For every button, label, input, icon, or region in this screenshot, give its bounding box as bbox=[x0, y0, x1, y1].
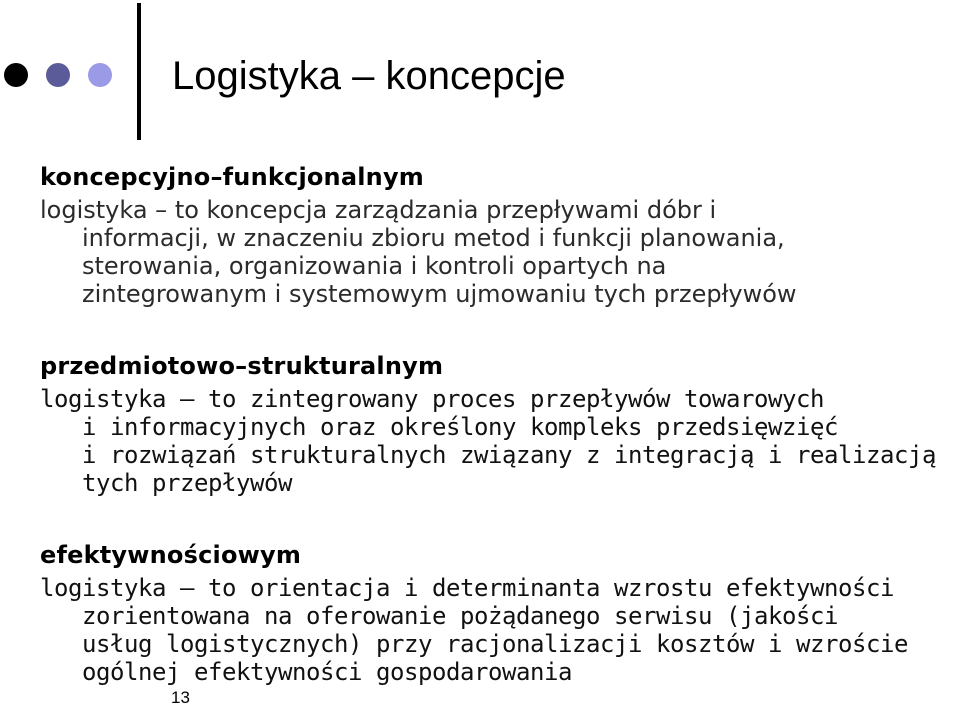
section-structural bbox=[40, 351, 955, 497]
dot-icon bbox=[88, 63, 112, 87]
body-line: logistyka – to orientacja i determinanta wzrostu efektywności bbox=[40, 574, 894, 602]
title-divider-bar bbox=[137, 3, 141, 140]
body-line: sterowania, organizowania i kontroli opartych na bbox=[82, 252, 667, 280]
body-line: informacji, w znaczeniu zbioru metod i funkcji planowania, bbox=[82, 224, 785, 252]
body-line: ogólnej efektywności gospodarowania bbox=[82, 658, 572, 686]
body-line: zorientowana na oferowanie pożądanego serwisu (jakości bbox=[82, 602, 838, 630]
slide-title: Logistyka – koncepcje bbox=[172, 54, 566, 98]
body-line: logistyka – to zintegrowany proces przepływów towarowych bbox=[40, 385, 824, 413]
section-heading: przedmiotowo–strukturalnym bbox=[40, 352, 444, 380]
body-line: i rozwiązań strukturalnych związany z integracją i realizacją bbox=[82, 441, 936, 469]
section-functional bbox=[40, 162, 955, 308]
body-line: usług logistycznych) przy racjonalizacji kosztów i wzroście bbox=[82, 630, 908, 658]
body-line: tych przepływów bbox=[82, 469, 292, 497]
page-number: 13 bbox=[171, 688, 190, 707]
section-body bbox=[40, 385, 955, 497]
bullet-dots-decoration bbox=[0, 60, 130, 90]
section-body bbox=[40, 574, 955, 686]
body-line: zintegrowanym i systemowym ujmowaniu tych przepływów bbox=[82, 280, 797, 308]
body-line: logistyka – to koncepcja zarządzania przepływami dóbr i bbox=[40, 196, 717, 224]
body-line: i informacyjnych oraz określony kompleks przedsięwzięć bbox=[82, 413, 838, 441]
dot-icon bbox=[46, 63, 70, 87]
dot-icon bbox=[4, 63, 28, 87]
section-body bbox=[40, 196, 955, 308]
section-heading: efektywnościowym bbox=[40, 541, 302, 569]
section-heading: koncepcyjno–funkcjonalnym bbox=[40, 163, 425, 191]
section-efficiency bbox=[40, 540, 955, 686]
